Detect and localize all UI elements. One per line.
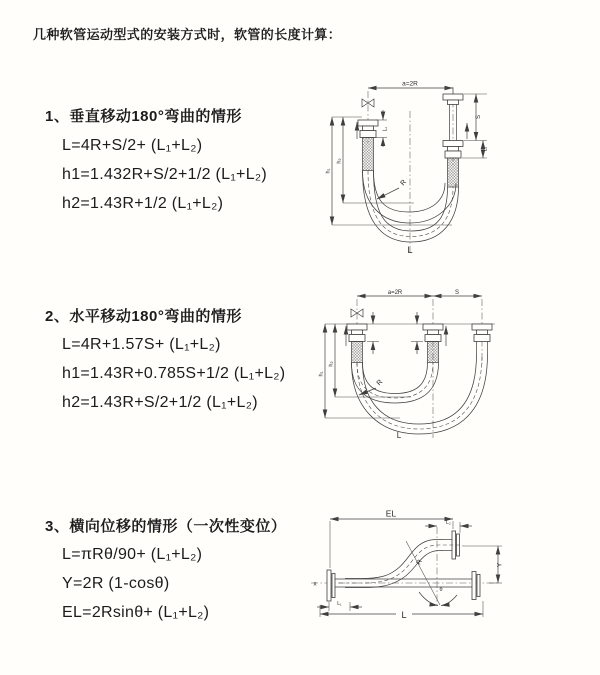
middle-hose-end-fitting (423, 324, 446, 363)
braided-hose-section (363, 138, 374, 171)
left-hose-end-fitting (357, 120, 378, 171)
dimension-Y (462, 546, 504, 583)
dim-label-R: R (415, 558, 424, 567)
dimension-a2r (357, 290, 433, 296)
dimension-L1 (317, 601, 362, 611)
hose-u-bend-displaced (352, 354, 488, 434)
dim-label-L1: L₁ (382, 126, 389, 132)
fitting-length-dim-left (367, 312, 379, 354)
right-hose-end-fitting (443, 94, 467, 187)
dim-label-L: L (401, 610, 407, 620)
dimension-EL (330, 509, 453, 569)
dim-label-L2: L₂ (482, 146, 489, 152)
page-title: 几种软管运动型式的安装方式时，软管的长度计算： (33, 27, 342, 42)
section-1-formula-h1: h1=1.432R+S/2+1/2 (L₁+L₂) (62, 166, 268, 183)
hose-s-curve (339, 540, 462, 588)
left-flange (327, 570, 335, 601)
braided-hose-section (352, 342, 363, 363)
braided-hose-section (448, 158, 459, 187)
datum-mark: x (313, 581, 317, 588)
dim-label-L2: L₂ (446, 520, 451, 526)
dim-label-h1: h₁ (325, 168, 332, 174)
dim-label-L1: L₁ (337, 601, 342, 607)
dimension-h1 (326, 117, 453, 225)
section-3-formula-Y: Y=2R (1-cosθ) (62, 575, 170, 592)
section-2-formula-h2: h2=1.43R+S/2+1/2 (L₁+L₂) (62, 394, 258, 411)
dim-label-h1: h₁ (318, 371, 325, 377)
dimension-h2 (337, 117, 415, 203)
section-3-heading: 3、横向位移的情形（一次性变位） (45, 518, 287, 535)
dim-label-L: L (396, 431, 402, 440)
dimension-L1 (376, 110, 389, 147)
dim-label-Y: Y (496, 562, 504, 568)
radius-callout (377, 179, 408, 199)
dimension-L2 (425, 520, 472, 533)
dim-label-R: R (375, 378, 385, 388)
dim-label-S: S (476, 114, 482, 120)
hose-u-bend (363, 171, 459, 243)
dim-label-EL: EL (385, 508, 397, 519)
section-3-formula-L: L=πRθ/90+ (L₁+L₂) (62, 546, 203, 563)
section-1-formula-h2: h2=1.43R+1/2 (L₁+L₂) (62, 195, 224, 212)
section-2-heading: 2、水平移动180°弯曲的情形 (45, 308, 242, 325)
dim-label-S: S (454, 289, 460, 296)
dimension-S (464, 94, 487, 141)
dimension-L (320, 601, 483, 620)
section-2-formula-L: L=4R+1.57S+ (L₁+L₂) (62, 336, 221, 353)
dimension-a2r (368, 81, 453, 95)
dim-label-a2r: a=2R (387, 289, 403, 296)
dim-label-L: L (407, 245, 413, 255)
dim-label-h2: h₂ (328, 361, 335, 367)
dimension-L2 (462, 141, 489, 159)
dimension-h2 (329, 324, 412, 397)
fitting-length-dim-middle (411, 312, 423, 354)
dim-label-R: R (399, 178, 409, 188)
diagram-horizontal-180-bend (315, 286, 600, 451)
section-2-formula-h1: h1=1.43R+0.785S+1/2 (L₁+L₂) (62, 365, 286, 382)
diagram-lateral-displacement (305, 505, 600, 650)
section-1-formula-L: L=4R+S/2+ (L₁+L₂) (62, 137, 203, 154)
section-3-formula-EL: EL=2Rsinθ+ (L₁+L₂) (62, 604, 210, 621)
left-hose-end-fitting (346, 324, 367, 363)
diagram-vertical-180-bend (320, 73, 510, 263)
dim-label-h2: h₂ (336, 158, 343, 164)
angle-label-theta: θ (439, 587, 443, 593)
section-1-heading: 1、垂直移动180°弯曲的情形 (45, 108, 242, 125)
dimension-S (433, 290, 482, 296)
braided-hose-section (428, 342, 439, 363)
dim-label-a2r: a=2R (402, 80, 418, 88)
right-flange (472, 572, 480, 600)
